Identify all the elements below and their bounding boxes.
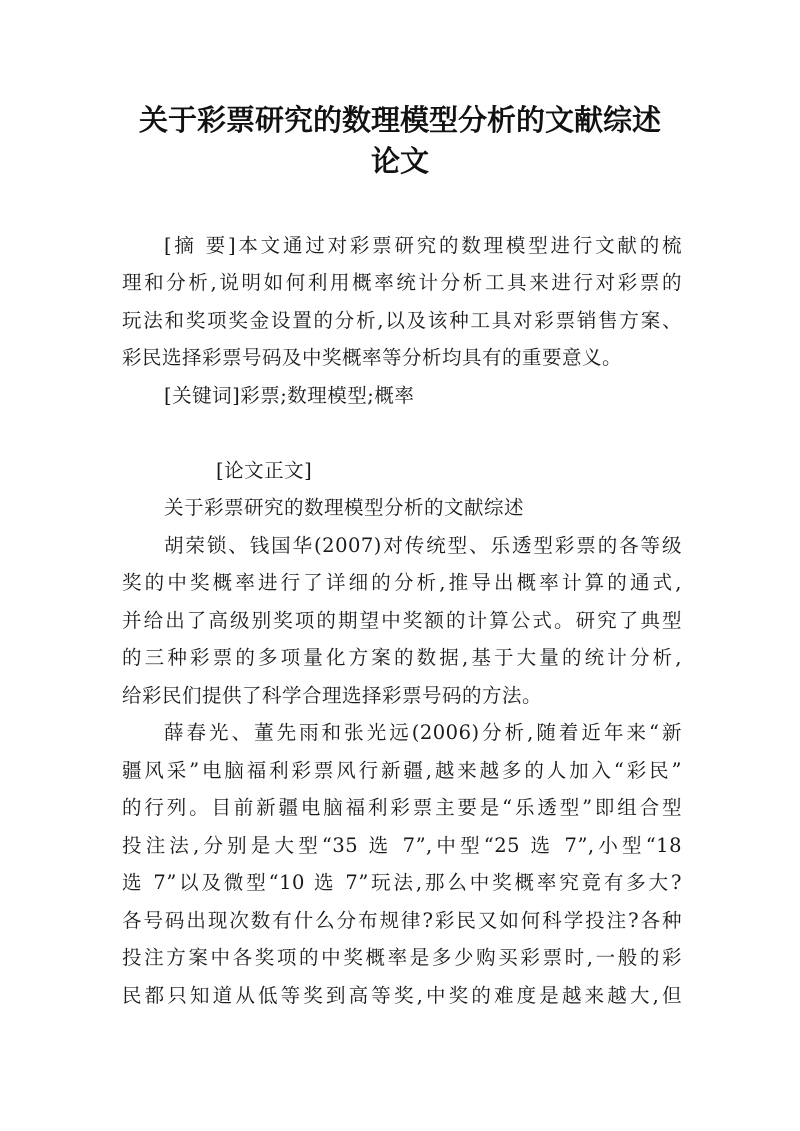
keywords: [关键词]彩票;数理模型;概率 [164,384,415,407]
abstract-line: 理和分析,说明如何利用概率统计分析工具来进行对彩票的 [122,271,682,294]
paragraph-line: 胡荣锁、钱国华(2007)对传统型、乐透型彩票的各等级 [164,534,682,557]
body-subtitle: 关于彩票研究的数理模型分析的文献综述 [164,496,525,519]
paragraph-line: 投注法,分别是大型“35 选 7”,中型“25 选 7”,小型“18 [122,834,682,857]
document-title-line1: 关于彩票研究的数理模型分析的文献综述 [138,103,661,137]
body-heading: [论文正文] [216,459,313,482]
document-title-line2: 论文 [370,144,429,178]
paragraph-line: 的三种彩票的多项量化方案的数据,基于大量的统计分析, [122,646,682,669]
abstract-line: [摘 要]本文通过对彩票研究的数理模型进行文献的梳 [164,234,682,257]
paragraph-line: 薛春光、董先雨和张光远(2006)分析,随着近年来“新 [164,721,682,744]
paragraph-line: 民都只知道从低等奖到高等奖,中奖的难度是越来越大,但 [122,984,682,1007]
paragraph-line: 选 7”以及微型“10 选 7”玩法,那么中奖概率究竟有多大? [122,871,682,894]
paragraph-line: 的行列。目前新疆电脑福利彩票主要是“乐透型”即组合型 [122,796,682,819]
paragraph-line: 各号码出现次数有什么分布规律?彩民又如何科学投注?各种 [122,909,682,932]
paragraph-line: 投注方案中各奖项的中奖概率是多少购买彩票时,一般的彩 [122,946,682,969]
abstract-line: 彩民选择彩票号码及中奖概率等分析均具有的重要意义。 [122,346,623,369]
paragraph-line: 疆风采”电脑福利彩票风行新疆,越来越多的人加入“彩民” [122,759,682,782]
paragraph-line: 并给出了高级别奖项的期望中奖额的计算公式。研究了典型 [122,609,682,632]
abstract-line: 玩法和奖项奖金设置的分析,以及该种工具对彩票销售方案、 [122,309,682,332]
paragraph-line: 给彩民们提供了科学合理选择彩票号码的方法。 [122,684,543,707]
paragraph-line: 奖的中奖概率进行了详细的分析,推导出概率计算的通式, [122,571,682,594]
